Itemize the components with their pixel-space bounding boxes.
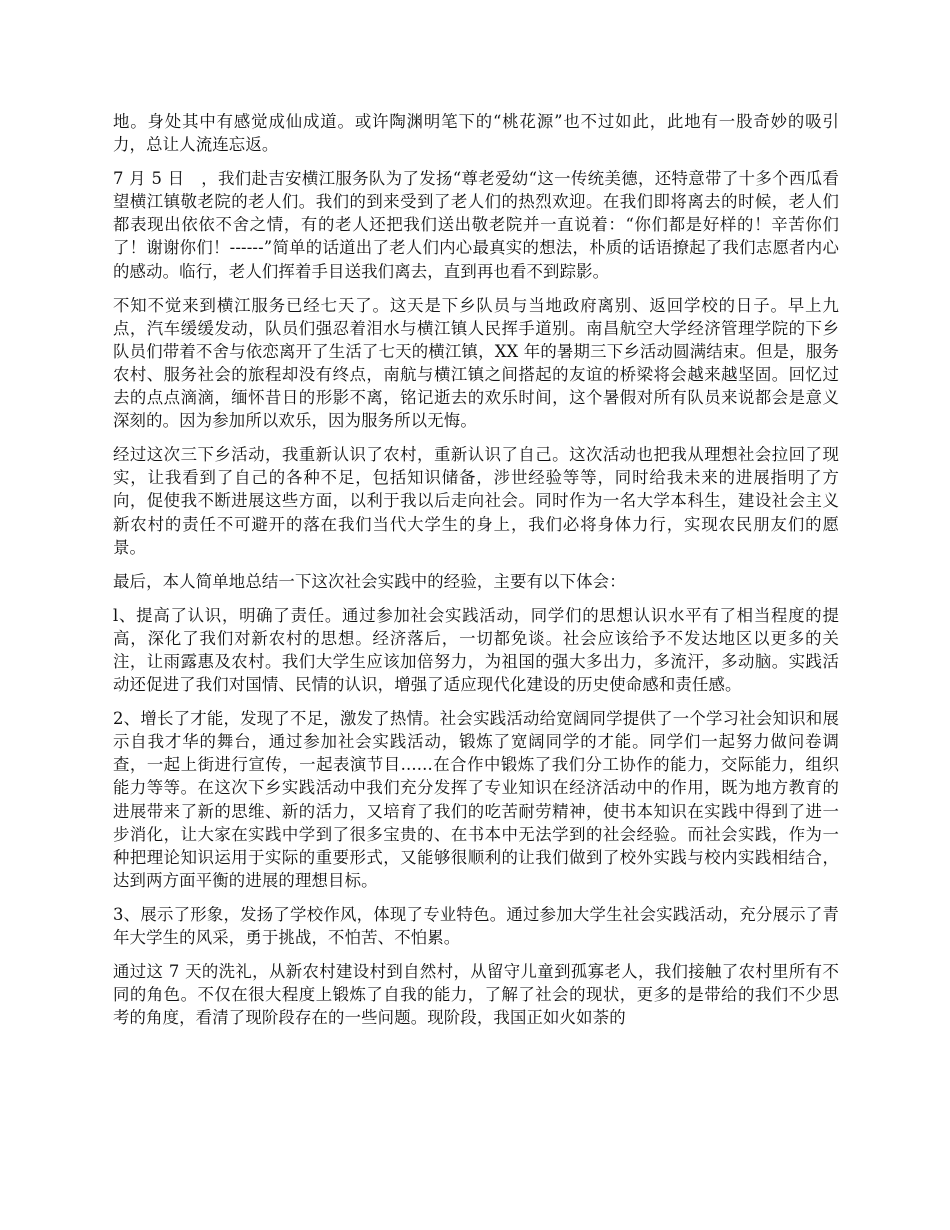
paragraph-closing: 通过这 7 天的洗礼，从新农村建设村到自然村，从留守儿童到孤寡老人，我们接触了农村里所有不同的角色。不仅在很大程度上锻炼了自我的能力，了解了社会的现状，更多的是带给的我们不少思考的角度，看清了现阶段存在的一些问题。现阶段，我国正如火如荼的 — [113, 962, 839, 1028]
paragraph-nursing-home-visit: 7 月 5 日 ，我们赴吉安横江服务队为了发扬“尊老爱幼“这一传统美德，还特意带了十多个西瓜看望横江镇敬老院的老人们。我们的到来受到了老人们的热烈欢迎。在我们即将离去的时候，老人们都表现出依依不舍之情，有的老人还把我们送出敬老院并一直说着：“你们都是好样的！辛苦你们了！谢谢你们！------”简单的话道出了老人们内心最真实的想法，朴质的话语撩起了我们志愿者内心的感动。临行，老人们挥着手目送我们离去，直到再也看不到踪影。 — [113, 169, 839, 281]
paragraph-intro-continuation: 地。身处其中有感觉成仙成道。或许陶渊明笔下的“桃花源”也不过如此，此地有一股奇妙的吸引力，总让人流连忘返。 — [113, 112, 839, 155]
paragraph-summary-intro: 最后，本人简单地总结一下这次社会实践中的经验，主要有以下体会： — [113, 571, 626, 591]
paragraph-farewell: 不知不觉来到横江服务已经七天了。这天是下乡队员与当地政府离别、返回学校的日子。早上九点，汽车缓缓发动，队员们强忍着泪水与横江镇人民挥手道别。南昌航空大学经济管理学院的下乡队员们带着不舍与依恋离开了生活了七天的横江镇，XX 年的暑期三下乡活动圆满结束。但是，服务农村、服务社会的旅程却没有终点，南航与横江镇之间搭起的友谊的桥梁将会越来越坚固。回忆过去的点点滴滴，缅怀昔日的形影不离，铭记逝去的欢乐时间，这个暑假对所有队员来说都会是意义深刻的。因为参加所以欢乐，因为服务所以无悔。 — [113, 295, 839, 431]
paragraph-point-3: 3、展示了形象，发扬了学校作风，体现了专业特色。通过参加大学生社会实践活动，充分展示了青年大学生的风采，勇于挑战，不怕苦、不怕累。 — [113, 904, 839, 947]
paragraph-reflection: 经过这次三下乡活动，我重新认识了农村，重新认识了自己。这次活动也把我从理想社会拉回了现实，让我看到了自己的各种不足，包括知识储备，涉世经验等等，同时给我未来的进展指明了方向，促使我不断进展这些方面，以利于我以后走向社会。同时作为一名大学本科生，建设社会主义新农村的责任不可避开的落在我们当代大学生的身上，我们必将身体力行，实现农民朋友们的愿景。 — [113, 445, 839, 557]
paragraph-point-1: l、提高了认识，明确了责任。通过参加社会实践活动，同学们的思想认识水平有了相当程度的提高，深化了我们对新农村的思想。经济落后，一切都免谈。社会应该给予不发达地区以更多的关注，让雨露惠及农村。我们大学生应该加倍努力，为祖国的强大多出力，多流汗，多动脑。实践活动还促进了我们对国情、民情的认识，增强了适应现代化建设的历史使命感和责任感。 — [113, 605, 839, 695]
paragraph-point-2: 2、增长了才能，发现了不足，激发了热情。社会实践活动给宽阔同学提供了一个学习社会知识和展示自我才华的舞台，通过参加社会实践活动，锻炼了宽阔同学的才能。同学们一起努力做问卷调查，一起上街进行宣传，一起表演节目......在合作中锻炼了我们分工协作的能力，交际能力，组织能力等等。在这次下乡实践活动中我们充分发挥了专业知识在经济活动中的作用，既为地方教育的进展带来了新的思维、新的活力，又培育了我们的吃苦耐劳精神，使书本知识在实践中得到了进一步消化，让大家在实践中学到了很多宝贵的、在书本中无法学到的社会经验。而社会实践，作为一种把理论知识运用于实际的重要形式，又能够很顺利的让我们做到了校外实践与校内实践相结合，达到两方面平衡的进展的理想目标。 — [113, 709, 839, 890]
document-page — [113, 110, 839, 1040]
